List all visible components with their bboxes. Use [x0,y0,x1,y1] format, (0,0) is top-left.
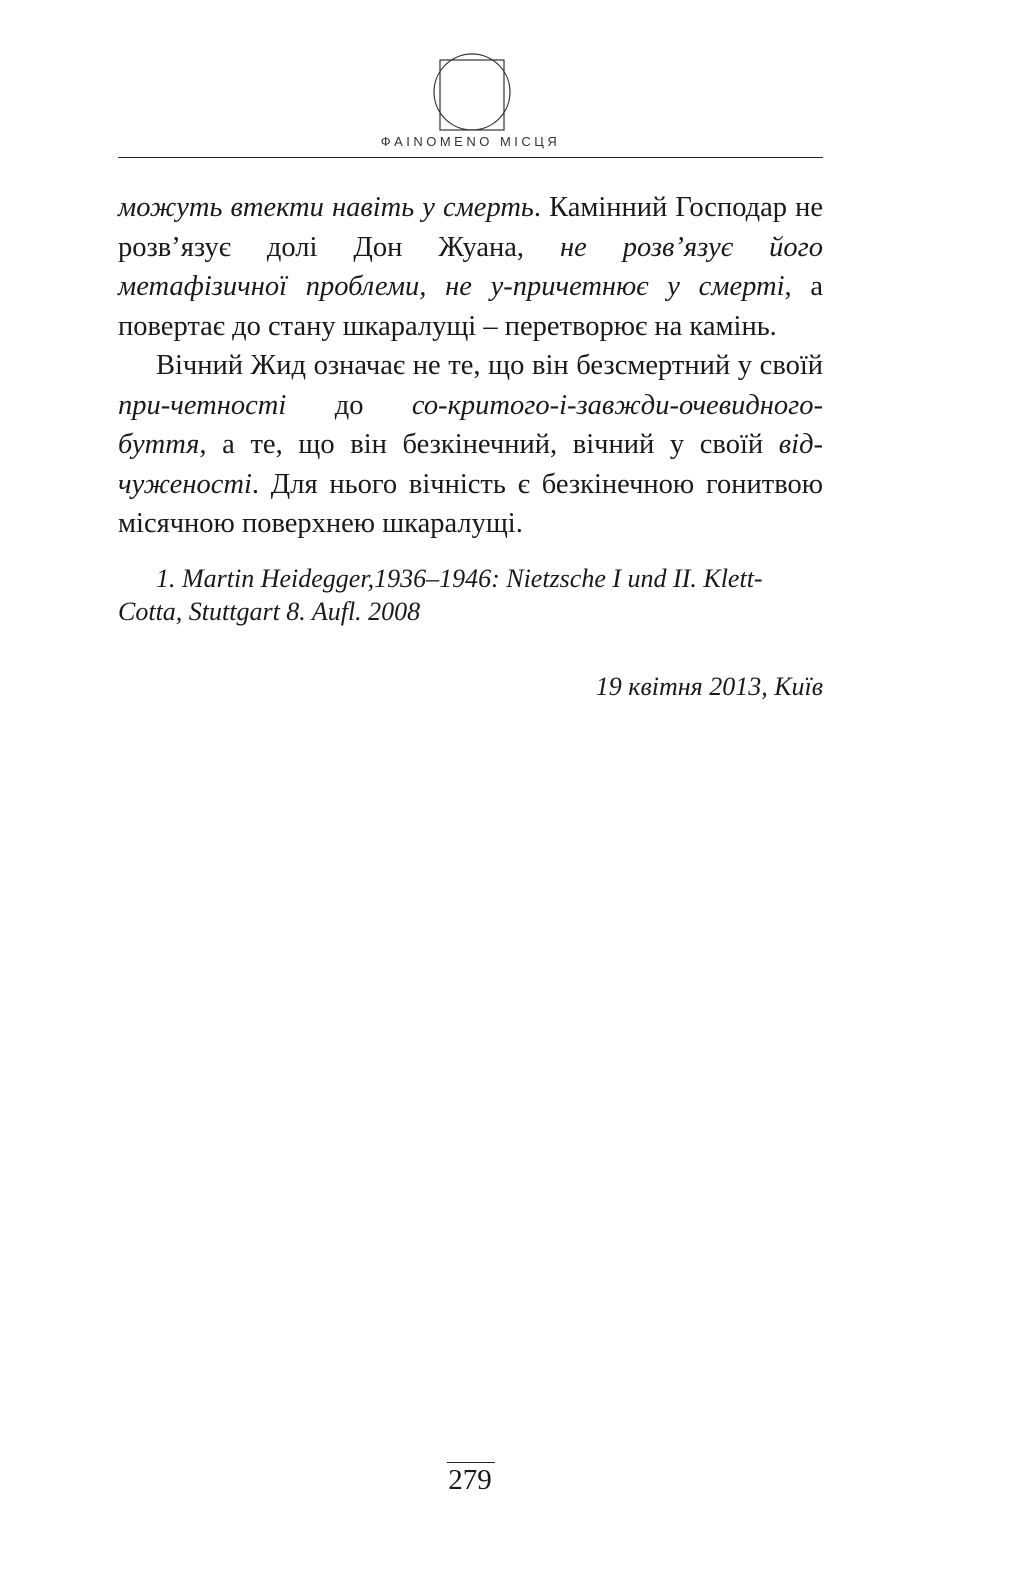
text-run: . Камінний Господар не розв’язує долі Дон Жуана, [118,192,823,263]
italic-phrase: не розв’язує його метафізичної проблеми, не у-причетнює у смерті [118,231,824,302]
page-number-rule [447,1462,495,1463]
footnote: 1. Martin Heidegger,1936–1946: Nietzsche I und II. Klett-Cotta, Stuttgart 8. Aufl. 2008 [118,564,763,626]
main-text [118,188,823,544]
paragraph-1 [118,188,823,346]
italic-phrase: від-чуженості [118,429,823,500]
page-number: 279 [448,1464,492,1496]
running-header-title: ФAINOMENO МІСЦЯ [380,134,561,149]
paragraph-2 [118,346,823,544]
text-run: до [286,389,412,421]
text-run: . Для нього вічність є безкінечною гонитвою місячною поверхнею шкаралущі. [118,468,823,539]
text-run: , а повертає до стану шкаралущі – перетворює на камінь. [118,271,823,342]
italic-phrase: при-четності [118,389,287,421]
circle-square-logo-icon [428,48,516,136]
header-rule [118,157,823,158]
italic-phrase: со-критого-і-завжди-очевидного-буття [118,389,823,460]
date-place-line: 19 квітня 2013, Київ [595,672,823,701]
text-run: , а те, що він безкінечний, вічний у своїй [199,429,779,460]
italic-phrase: можуть втекти навіть у смерть [118,192,534,223]
text-run: Вічний Жид означає не те, що він безсмертний у своїй [156,350,823,381]
